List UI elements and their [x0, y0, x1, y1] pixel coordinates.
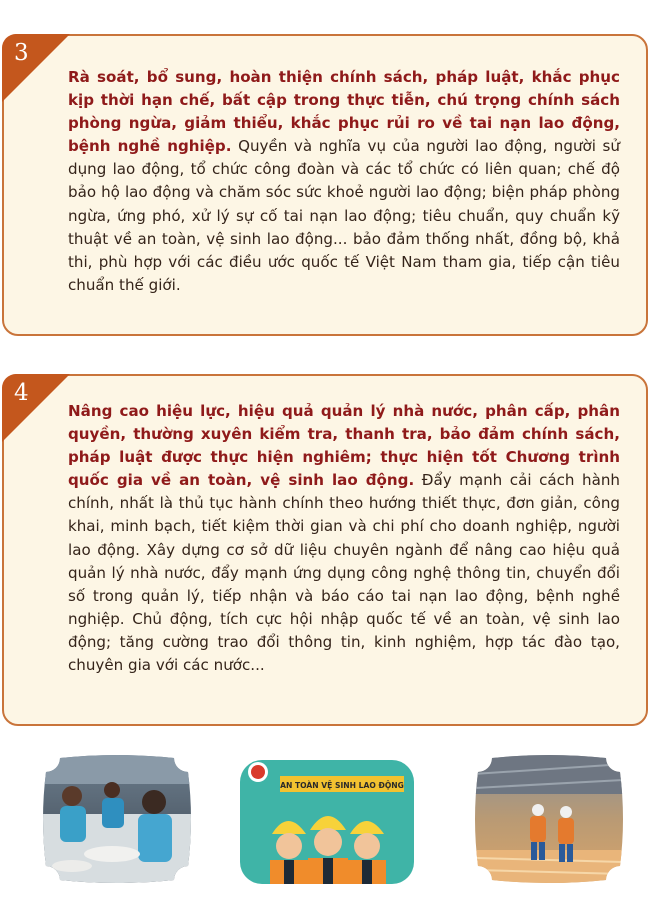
section-card-3 [2, 34, 648, 336]
safety-banner-graphic [240, 760, 414, 884]
steel-workers-photo [474, 754, 624, 884]
factory-workers-photo [42, 754, 192, 884]
section-number: 4 [14, 380, 29, 406]
section-paragraph [68, 66, 620, 297]
section-bold-text: Nâng cao hiệu lực, hiệu quả quản lý nhà nước, phân cấp, phân quyền, thường xuyên kiểm tra, thanh tra, bảo đảm chính sách, pháp luật được thực hiện nghiêm; thực hiện tốt Chương trình quốc gia về an toàn, vệ sinh lao động. [68, 402, 620, 490]
section-number: 3 [14, 40, 29, 66]
safety-banner-text: AN TOÀN VỆ SINH LAO ĐỘNG [280, 781, 404, 790]
section-bold-text: Rà soát, bổ sung, hoàn thiện chính sách, pháp luật, khắc phục kịp thời hạn chế, bất cập trong thực tiễn, chú trọng chính sách phòng ngừa, giảm thiểu, khắc phục rủi ro về tai nạn lao động, bệnh nghề nghiệp. [68, 68, 620, 156]
section-paragraph [68, 400, 620, 677]
section-body-text: Quyền và nghĩa vụ của người lao động, người sử dụng lao động, tổ chức công đoàn và các tổ chức có liên quan; chế độ bảo hộ lao động và chăm sóc sức khoẻ người lao động; biện pháp phòng ngừa, ứng phó, xử lý sự cố tai nạn lao động; tiêu chuẩn, quy chuẩn kỹ thuật về an toàn, vệ sinh lao động... bảo đảm thống nhất, đồng bộ, khả thi, phù hợp với các điều ước quốc tế Việt Nam tham gia, tiếp cận tiêu chuẩn thế giới. [68, 137, 620, 294]
number-corner [2, 34, 70, 102]
section-body-text: Đẩy mạnh cải cách hành chính, nhất là thủ tục hành chính theo hướng thiết thực, đơn giản, công khai, minh bạch, tiết kiệm thời gian và chi phí cho doanh nghiệp, người lao động. Xây dựng cơ sở dữ liệu chuyên ngành để nâng cao hiệu quả quản lý nhà nước, đẩy mạnh ứng dụng công nghệ thông tin, chuyển đổi số trong quản lý, tiếp nhận và báo cáo tai nạn lao động, bệnh nghề nghiệp. Chủ động, tích cực hội nhập quốc tế về an toàn, vệ sinh lao động; tăng cường trao đổi thông tin, kinh nghiệm, hợp tác đào tạo, chuyên gia với các nước... [68, 471, 620, 675]
number-corner [2, 374, 70, 442]
section-card-4 [2, 374, 648, 726]
